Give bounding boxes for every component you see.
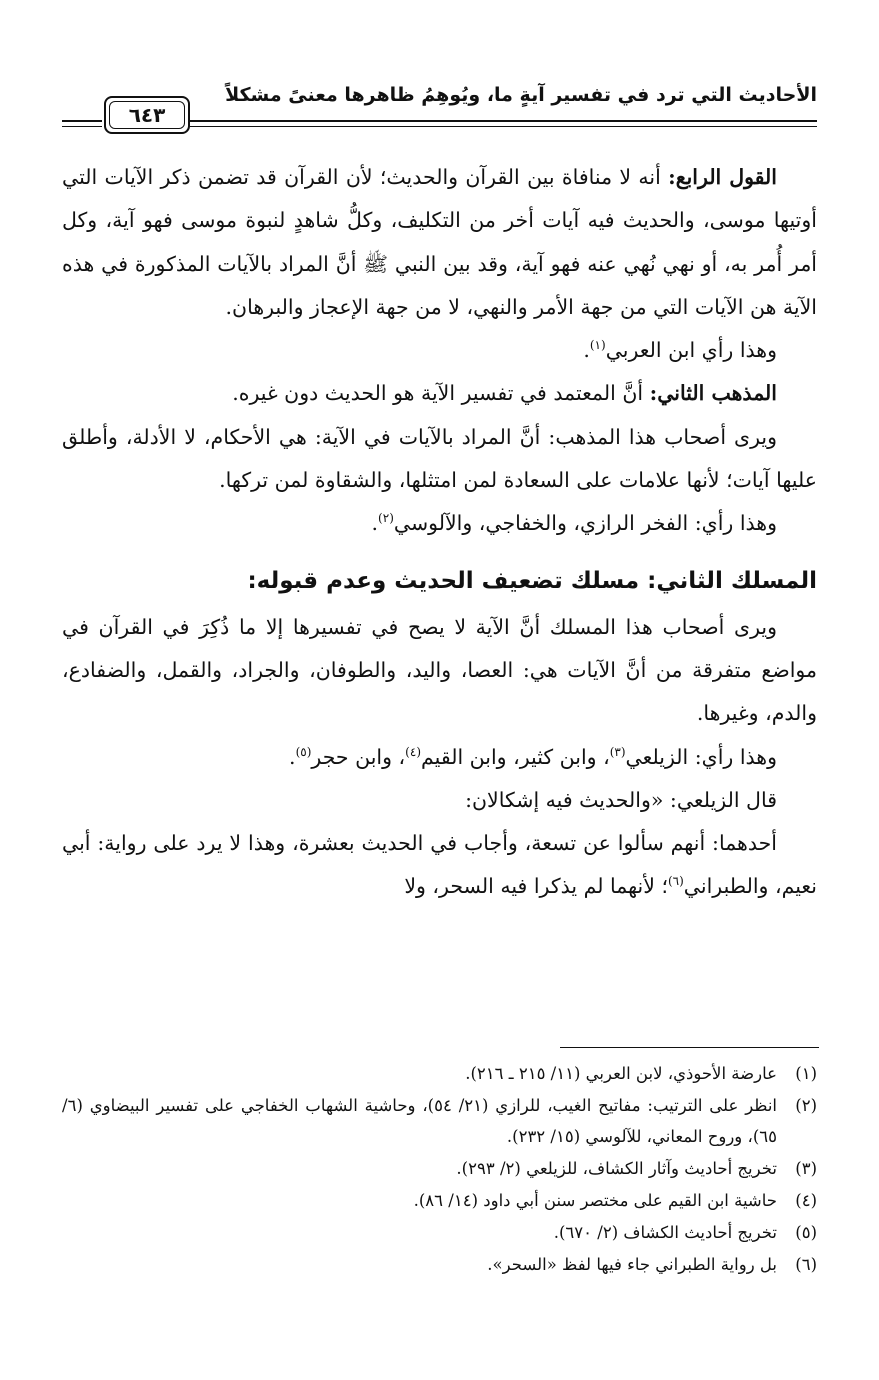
footnote-item — [62, 1185, 817, 1216]
footnote-number: (٤) — [795, 1191, 817, 1210]
footnote-ref-6[interactable]: (٦) — [667, 874, 684, 889]
punctuation: . — [583, 338, 590, 363]
punctuation: . — [289, 744, 296, 769]
footnote-separator — [560, 1047, 819, 1048]
paragraph-zaylai-quote — [62, 779, 817, 822]
paragraph-text: أنه لا منافاة بين القرآن والحديث؛ لأن القرآن قد تضمن ذكر الآيات التي أوتيها موسى، والحديث فيه آيات أخر من التكليف، وكلُّ شاهدٍ لنبوة موسى فهو آية، وكل أمر أُمر به، أو نهي نُهي عنه فهو آية، وقد بين النبي ﷺ أنَّ المراد بالآيات المذكورة في هذه الآية هن الآيات التي من جهة الأمر والنهي، لا من جهة الإعجاز والبرهان. — [62, 165, 817, 319]
footnote-text: تخريج أحاديث وآثار الكشاف، للزيلعي (٢/ ٢٩٣). — [456, 1159, 777, 1178]
paragraph-text: أحدهما: أنهم سألوا عن تسعة، وأجاب في الحديث بعشرة، وهذا لا يرد على رواية: أبي نعيم، والطبراني — [62, 831, 817, 899]
paragraph-text: أنَّ المعتمد في تفسير الآية هو الحديث دون غيره. — [232, 381, 650, 406]
footnotes — [62, 1058, 817, 1281]
punctuation: . — [371, 511, 379, 536]
footnote-item — [62, 1217, 817, 1248]
paragraph-text: وهذا رأي: الزيلعي — [625, 744, 777, 769]
header-rule — [190, 120, 817, 127]
paragraph-text: ؛ لأنهما لم يذكرا فيه السحر، ولا — [404, 874, 668, 899]
paragraph-first-problem — [62, 822, 817, 909]
paragraph-zaylai — [62, 736, 817, 779]
footnote-text: تخريج أحاديث الكشاف (٢/ ٦٧٠). — [553, 1223, 777, 1242]
footnote-text: حاشية ابن القيم على مختصر سنن أبي داود (١٤/ ٨٦). — [413, 1191, 777, 1210]
paragraph-text: ويرى أصحاب هذا المسلك أنَّ الآية لا يصح في تفسيرها إلا ما ذُكِرَ في القرآن في مواضع متفرقة من أنَّ الآيات هي: العصا، واليد، والطوفان، والجراد، والقمل، والضفادع، والدم، وغيرها. — [62, 614, 817, 726]
footnote-text: انظر على الترتيب: مفاتيح الغيب، للرازي (٢١/ ٥٤)، وحاشية الشهاب الخفاجي على تفسير البيضاوي (٦/ ٦٥)، وروح المعاني، للآلوسي (١٥/ ٢٣٢). — [62, 1096, 778, 1146]
header-rule-left — [62, 120, 102, 127]
footnote-ref-2[interactable]: (٢) — [378, 511, 394, 526]
footnote-item — [62, 1153, 817, 1184]
paragraph-ibn-arabi — [62, 329, 817, 372]
footnote-item — [62, 1249, 817, 1280]
paragraph-text: قال الزيلعي: «والحديث فيه إشكالان: — [465, 787, 777, 812]
footnote-ref-4[interactable]: (٤) — [405, 744, 421, 759]
footnote-item — [62, 1090, 817, 1152]
footnote-number: (٢) — [795, 1096, 817, 1115]
paragraph-second-path — [62, 606, 817, 736]
page-number: ٦٤٣ — [128, 103, 166, 127]
page-number-frame — [104, 96, 190, 134]
paragraph-text: ويرى أصحاب هذا المذهب: أنَّ المراد بالآيات في الآية: هي الأحكام، لا الأدلة، وأطلق عليها آيات؛ لأنها علامات على السعادة لمن امتثلها، والشقاوة لمن تركها. — [62, 424, 817, 493]
paragraph-text: وهذا رأي: الفخر الرازي، والخفاجي، والآلوسي — [393, 511, 777, 536]
footnote-ref-3[interactable]: (٣) — [609, 744, 626, 759]
footnote-ref-1[interactable]: (١) — [589, 338, 606, 353]
footnote-ref-5[interactable]: (٥) — [295, 744, 312, 759]
paragraph-text: ، وابن كثير، وابن القيم — [421, 744, 610, 769]
paragraph-text: وهذا رأي ابن العربي — [605, 338, 777, 363]
main-text — [62, 156, 817, 909]
paragraph-text: ، وابن حجر — [311, 744, 406, 769]
paragraph-razi — [62, 502, 817, 545]
footnote-item — [62, 1058, 817, 1089]
paragraph-fourth-opinion — [62, 156, 817, 329]
footnote-number: (٣) — [795, 1159, 817, 1178]
label-second-school: المذهب الثاني: — [649, 381, 777, 406]
paragraph-school-view — [62, 416, 817, 503]
paragraph-second-school — [62, 372, 817, 415]
footnote-number: (٥) — [795, 1223, 817, 1242]
footnote-text: عارضة الأحوذي، لابن العربي (١١/ ٢١٥ ـ ٢١٦). — [465, 1064, 777, 1083]
section-heading: المسلك الثاني: مسلك تضعيف الحديث وعدم قبوله: — [247, 567, 817, 594]
label-fourth-opinion: القول الرابع: — [668, 165, 777, 189]
footnote-text: بل رواية الطبراني جاء فيها لفظ «السحر». — [487, 1255, 777, 1274]
footnote-number: (١) — [795, 1064, 817, 1083]
footnote-number: (٦) — [795, 1255, 817, 1274]
running-header-title: الأحاديث التي ترد في تفسير آيةٍ ما، ويُوهِمُ ظاهرها معنىً مشكلاً — [225, 84, 817, 106]
